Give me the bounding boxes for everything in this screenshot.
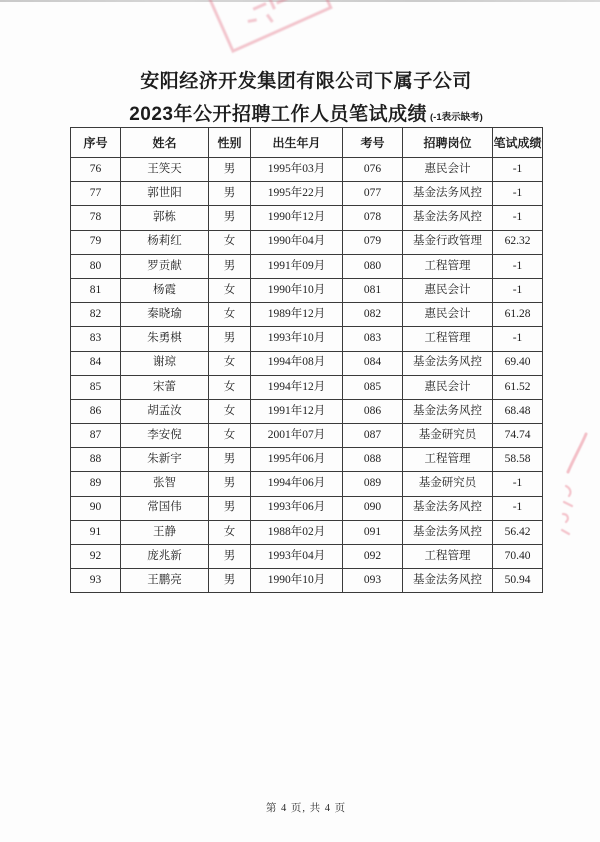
cell-score: 61.28 [493, 303, 543, 327]
cell-no: 91 [71, 520, 121, 544]
page-number: 第 4 页, 共 4 页 [265, 803, 347, 814]
cell-score: 62.32 [493, 230, 543, 254]
cell-exam: 090 [343, 496, 403, 520]
column-header-birth: 出生年月 [251, 128, 343, 158]
column-header-pos: 招聘岗位 [403, 128, 493, 158]
cell-gender: 男 [209, 496, 251, 520]
cell-gender: 女 [209, 375, 251, 399]
cell-gender: 女 [209, 351, 251, 375]
cell-pos: 惠民会计 [403, 303, 493, 327]
cell-pos: 惠民会计 [403, 278, 493, 302]
cell-exam: 089 [343, 472, 403, 496]
table-row [71, 278, 543, 302]
cell-exam: 079 [343, 230, 403, 254]
cell-birth: 1994年12月 [251, 375, 343, 399]
table-row [71, 496, 543, 520]
cell-birth: 1990年12月 [251, 206, 343, 230]
stamp-ink-fragment [248, 18, 257, 23]
cell-no: 93 [71, 569, 121, 593]
table-row [71, 303, 543, 327]
document-title-line2 [70, 99, 542, 126]
cell-gender: 男 [209, 448, 251, 472]
cell-pos: 惠民会计 [403, 375, 493, 399]
cell-name: 王笑天 [121, 158, 209, 182]
cell-exam: 082 [343, 303, 403, 327]
table-row [71, 327, 543, 351]
cell-name: 庞兆新 [121, 545, 209, 569]
cell-birth: 1990年10月 [251, 278, 343, 302]
cell-birth: 1991年09月 [251, 254, 343, 278]
table-row [71, 182, 543, 206]
cell-name: 宋蕾 [121, 375, 209, 399]
cell-birth: 1993年04月 [251, 545, 343, 569]
cell-birth: 1995年22月 [251, 182, 343, 206]
cell-gender: 女 [209, 230, 251, 254]
table-row [71, 351, 543, 375]
cell-birth: 1990年10月 [251, 569, 343, 593]
table-row [71, 254, 543, 278]
cell-pos: 基金法务风控 [403, 496, 493, 520]
cell-no: 79 [71, 230, 121, 254]
cell-pos: 基金法务风控 [403, 399, 493, 423]
table-row [71, 399, 543, 423]
page-edge-shadow [0, 0, 600, 2]
cell-gender: 男 [209, 158, 251, 182]
cell-exam: 080 [343, 254, 403, 278]
cell-pos: 基金法务风控 [403, 206, 493, 230]
table-row [71, 520, 543, 544]
table-header-row [71, 128, 543, 158]
cell-no: 90 [71, 496, 121, 520]
cell-pos: 基金研究员 [403, 472, 493, 496]
cell-gender: 女 [209, 278, 251, 302]
cell-no: 82 [71, 303, 121, 327]
cell-birth: 1994年06月 [251, 472, 343, 496]
cell-no: 84 [71, 351, 121, 375]
cell-pos: 工程管理 [403, 254, 493, 278]
cell-birth: 1994年08月 [251, 351, 343, 375]
cell-name: 谢琼 [121, 351, 209, 375]
cell-name: 李安倪 [121, 424, 209, 448]
cell-birth: 2001年07月 [251, 424, 343, 448]
cell-name: 郭栋 [121, 206, 209, 230]
column-header-exam: 考号 [343, 128, 403, 158]
cell-birth: 1991年12月 [251, 399, 343, 423]
cell-pos: 基金法务风控 [403, 569, 493, 593]
cell-score: 50.94 [493, 569, 543, 593]
table-row [71, 230, 543, 254]
cell-pos: 基金法务风控 [403, 351, 493, 375]
cell-pos: 基金研究员 [403, 424, 493, 448]
column-header-gender: 性别 [209, 128, 251, 158]
cell-gender: 女 [209, 520, 251, 544]
table-row [71, 472, 543, 496]
cell-no: 85 [71, 375, 121, 399]
cell-score: -1 [493, 496, 543, 520]
cell-birth: 1988年02月 [251, 520, 343, 544]
cell-exam: 092 [343, 545, 403, 569]
cell-gender: 男 [209, 182, 251, 206]
cell-pos: 基金行政管理 [403, 230, 493, 254]
cell-score: -1 [493, 206, 543, 230]
red-stamp-partial [201, 0, 332, 53]
stamp-ink-fragment [266, 14, 274, 23]
cell-score: -1 [493, 278, 543, 302]
cell-birth: 1989年12月 [251, 303, 343, 327]
cell-pos: 工程管理 [403, 448, 493, 472]
cell-name: 杨霞 [121, 278, 209, 302]
cell-score: 74.74 [493, 424, 543, 448]
cell-no: 83 [71, 327, 121, 351]
table-row [71, 569, 543, 593]
results-table [70, 127, 543, 593]
cell-pos: 基金法务风控 [403, 182, 493, 206]
cell-gender: 女 [209, 303, 251, 327]
results-table-container [70, 127, 542, 593]
cell-pos: 工程管理 [403, 545, 493, 569]
handwritten-red-mark [556, 428, 594, 548]
cell-exam: 091 [343, 520, 403, 544]
column-header-score: 笔试成绩 [493, 128, 543, 158]
cell-exam: 093 [343, 569, 403, 593]
cell-score: 56.42 [493, 520, 543, 544]
cell-name: 秦晓瑜 [121, 303, 209, 327]
cell-name: 常国伟 [121, 496, 209, 520]
column-header-name: 姓名 [121, 128, 209, 158]
cell-exam: 088 [343, 448, 403, 472]
cell-score: 70.40 [493, 545, 543, 569]
cell-pos: 工程管理 [403, 327, 493, 351]
cell-name: 朱勇棋 [121, 327, 209, 351]
cell-score: 61.52 [493, 375, 543, 399]
cell-score: 68.48 [493, 399, 543, 423]
cell-no: 81 [71, 278, 121, 302]
cell-name: 杨莉红 [121, 230, 209, 254]
cell-no: 78 [71, 206, 121, 230]
cell-name: 郭世阳 [121, 182, 209, 206]
table-row [71, 424, 543, 448]
cell-score: -1 [493, 158, 543, 182]
cell-no: 86 [71, 399, 121, 423]
cell-no: 88 [71, 448, 121, 472]
cell-birth: 1993年10月 [251, 327, 343, 351]
cell-pos: 基金法务风控 [403, 520, 493, 544]
cell-name: 胡孟汝 [121, 399, 209, 423]
cell-no: 92 [71, 545, 121, 569]
cell-score: -1 [493, 182, 543, 206]
results-table-body [71, 158, 543, 593]
cell-name: 张智 [121, 472, 209, 496]
cell-birth: 1995年06月 [251, 448, 343, 472]
table-row [71, 545, 543, 569]
cell-score: 58.58 [493, 448, 543, 472]
cell-exam: 083 [343, 327, 403, 351]
cell-no: 89 [71, 472, 121, 496]
cell-exam: 078 [343, 206, 403, 230]
cell-score: -1 [493, 327, 543, 351]
cell-gender: 男 [209, 254, 251, 278]
table-row [71, 158, 543, 182]
document-header [70, 66, 542, 126]
stamp-ink-fragment [253, 2, 267, 10]
cell-name: 朱新宇 [121, 448, 209, 472]
cell-exam: 076 [343, 158, 403, 182]
score-legend-note: (-1表示缺考) [430, 112, 483, 123]
cell-exam: 077 [343, 182, 403, 206]
document-title-line1: 安阳经济开发集团有限公司下属子公司 [140, 71, 472, 92]
cell-exam: 084 [343, 351, 403, 375]
cell-no: 80 [71, 254, 121, 278]
cell-score: 69.40 [493, 351, 543, 375]
table-row [71, 375, 543, 399]
cell-gender: 男 [209, 569, 251, 593]
cell-no: 87 [71, 424, 121, 448]
cell-pos: 惠民会计 [403, 158, 493, 182]
cell-gender: 男 [209, 327, 251, 351]
cell-exam: 085 [343, 375, 403, 399]
cell-gender: 男 [209, 206, 251, 230]
table-row [71, 448, 543, 472]
cell-birth: 1993年06月 [251, 496, 343, 520]
cell-exam: 086 [343, 399, 403, 423]
table-row [71, 206, 543, 230]
cell-birth: 1995年03月 [251, 158, 343, 182]
document-title-main: 2023年公开招聘工作人员笔试成绩 [129, 104, 427, 125]
cell-gender: 男 [209, 472, 251, 496]
cell-exam: 081 [343, 278, 403, 302]
cell-no: 76 [71, 158, 121, 182]
cell-gender: 女 [209, 399, 251, 423]
cell-exam: 087 [343, 424, 403, 448]
column-header-no: 序号 [71, 128, 121, 158]
cell-score: -1 [493, 472, 543, 496]
cell-name: 罗贡献 [121, 254, 209, 278]
cell-no: 77 [71, 182, 121, 206]
cell-score: -1 [493, 254, 543, 278]
cell-birth: 1990年04月 [251, 230, 343, 254]
cell-gender: 女 [209, 424, 251, 448]
cell-name: 王鹏亮 [121, 569, 209, 593]
cell-name: 王静 [121, 520, 209, 544]
cell-gender: 男 [209, 545, 251, 569]
